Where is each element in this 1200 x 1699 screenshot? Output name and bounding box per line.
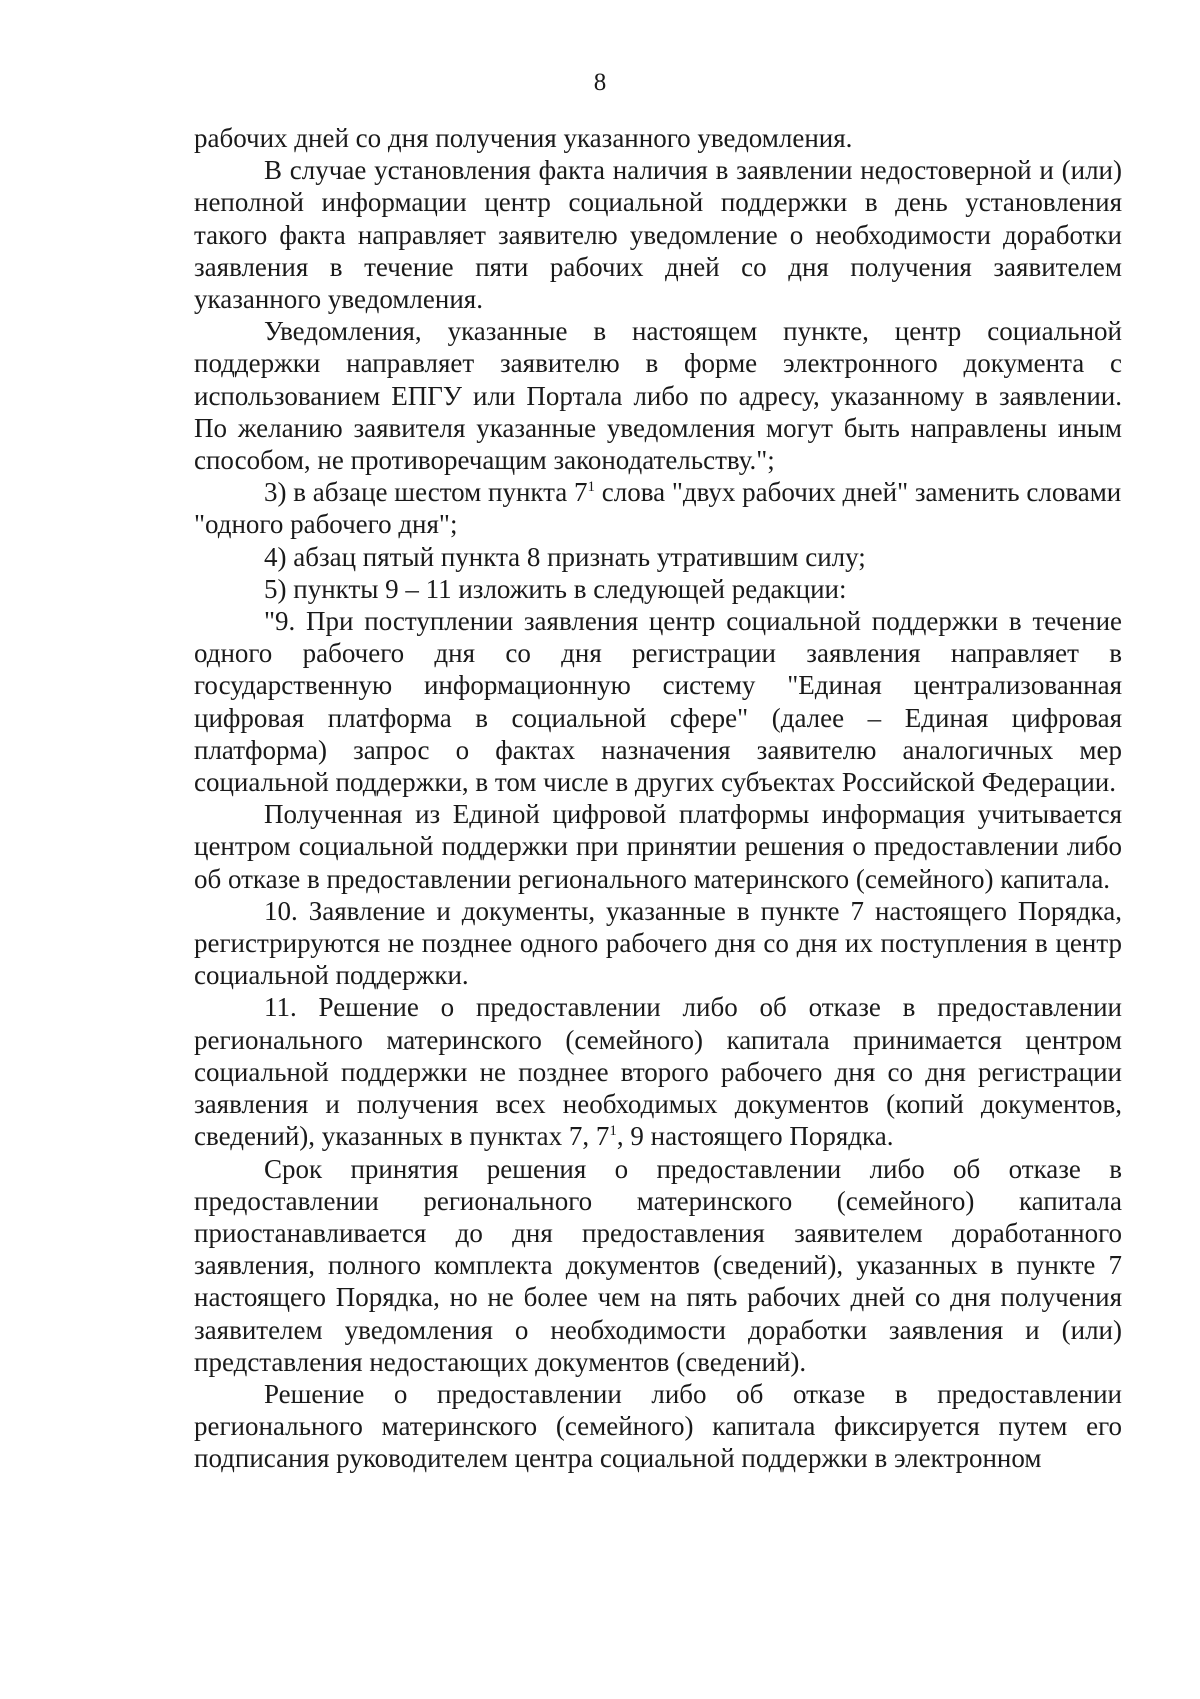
amendment-item-3-text-after: слова "двух рабочих дней" заменить словами "одного рабочего дня"; bbox=[194, 477, 1122, 540]
document-body bbox=[194, 122, 1122, 1475]
clause-11 bbox=[194, 991, 1122, 1152]
superscript: 1 bbox=[609, 1123, 617, 1140]
clause-10: 10. Заявление и документы, указанные в пункте 7 настоящего Порядка, регистрируются не позднее одного рабочего дня со дня их поступления в центр социальной поддержки. bbox=[194, 895, 1122, 991]
clause-11-text-after: , 9 настоящего Порядка. bbox=[616, 1121, 894, 1152]
amendment-item-3 bbox=[194, 476, 1122, 540]
amendment-item-4: 4) абзац пятый пункта 8 признать утратившим силу; bbox=[264, 541, 866, 572]
clause-9-second-paragraph: Полученная из Единой цифровой платформы информация учитывается центром социальной поддержки при принятии решения о предоставлении либо об отказе в предоставлении регионального материнского (семейного) капитала. bbox=[194, 799, 1122, 894]
paragraph-incomplete-info-notice: В случае установления факта наличия в заявлении недостоверной и (или) неполной информации центр социальной поддержки в день установления такого факта направляет заявителю уведомление о необходимости доработки заявления в течение пяти рабочих дней со дня получения заявителем указанного уведомления. bbox=[194, 155, 1122, 315]
clause-11-text-before: 11. Решение о предоставлении либо об отказе в предоставлении регионального материнского (семейного) капитала принимается центром социальной поддержки не позднее второго рабочего дня со дня регистрации заявления и получения всех необходимых документов (копий документов, сведений), указанных в пунктах 7, 7 bbox=[194, 992, 1122, 1152]
clause-9: "9. При поступлении заявления центр социальной поддержки в течение одного рабочего дня со дня регистрации заявления направляет в государственную информационную систему "Единая централизованная цифровая платформа в социальной сфере" (далее – Единая цифровая платформа) запрос о фактах назначения заявителю аналогичных мер социальной поддержки, в том числе в других субъектах Российской Федерации. bbox=[194, 606, 1122, 798]
amendment-item-3-text-before: 3) в абзаце шестом пункта 7 bbox=[264, 477, 588, 508]
clause-11-suspension-period: Срок принятия решения о предоставлении либо об отказе в предоставлении регионального материнского (семейного) капитала приостанавливается до дня предоставления заявителем доработанного заявления, полного комплекта документов (сведений), указанных в пункте 7 настоящего Порядка, но не более чем на пять рабочих дней со дня получения заявителем уведомления о необходимости доработки заявления и (или) представления недостающих документов (сведений). bbox=[194, 1153, 1122, 1377]
amendment-item-5: 5) пункты 9 – 11 изложить в следующей редакции: bbox=[264, 573, 847, 604]
page-number: 8 bbox=[593, 69, 607, 96]
paragraph-continuation: рабочих дней со дня получения указанного уведомления. bbox=[194, 123, 853, 153]
paragraph-notification-delivery: Уведомления, указанные в настоящем пункте, центр социальной поддержки направляет заявителю в форме электронного документа с использованием ЕПГУ или Портала либо по адресу, указанному в заявлении. По желанию заявителя указанные уведомления могут быть направлены иным способом, не противоречащим законодательству."; bbox=[194, 316, 1122, 476]
superscript: 1 bbox=[587, 479, 596, 496]
clause-11-decision-signing: Решение о предоставлении либо об отказе в предоставлении регионального материнского (семейного) капитала фиксируется путем его подписания руководителем центра социальной поддержки в электронном bbox=[194, 1378, 1122, 1474]
